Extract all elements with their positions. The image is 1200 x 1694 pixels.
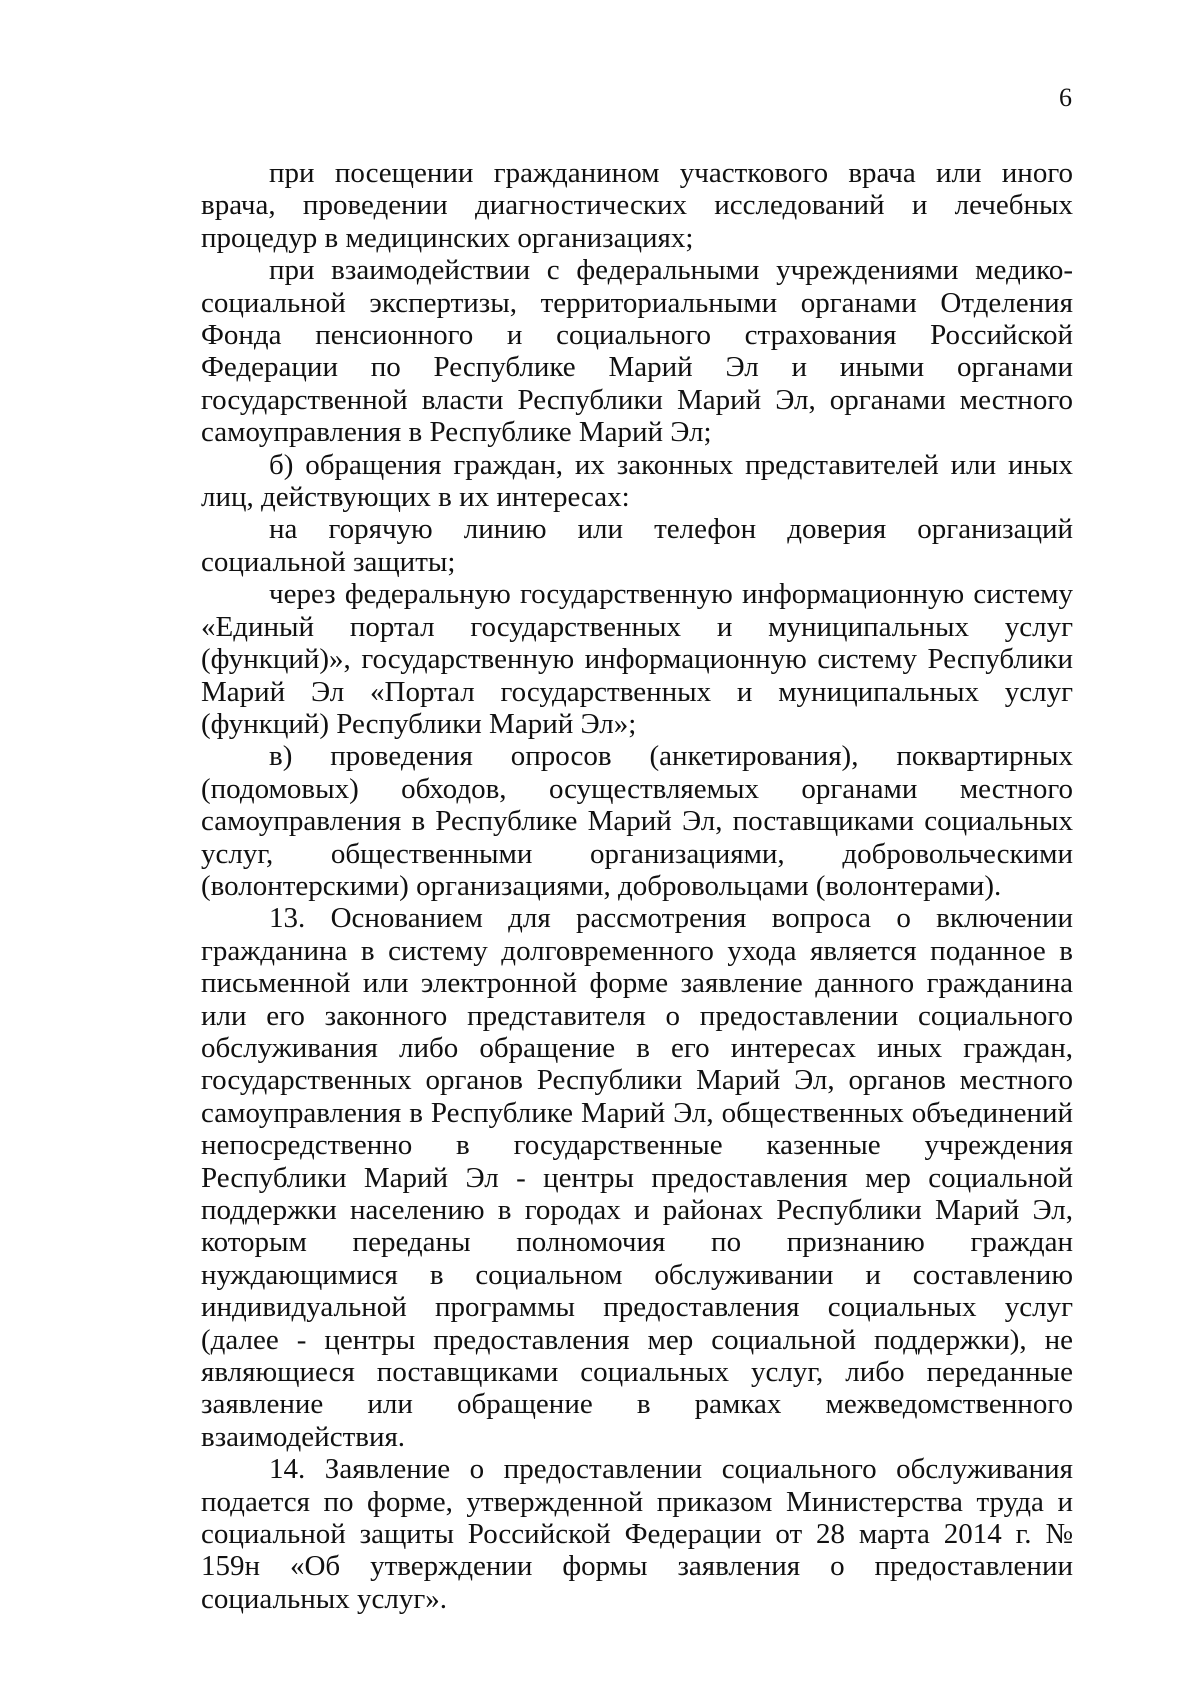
paragraph-surveys: в) проведения опросов (анкетирования), поквартирных (подомовых) обходов, осуществляемых органами местного самоуправления в Республике Марий Эл, поставщиками социальных услуг, общественными организациями, добровольческими (волонтерскими) организациями, добровольцами (волонтерами). [201,740,1073,902]
paragraph-section-13: 13. Основанием для рассмотрения вопроса о включении гражданина в систему долговременного ухода является поданное в письменной или электронной форме заявление данного гражданина или его законного представителя о предоставлении социального обслуживания либо обращение в его интересах иных граждан, государственных органов Республики Марий Эл, органов местного самоуправления в Республике Марий Эл, общественных объединений непосредственно в государственные казенные учреждения Республики Марий Эл - центры предоставления мер социальной поддержки населению в городах и районах Республики Марий Эл, которым переданы полномочия по признанию граждан нуждающимися в социальном обслуживании и составлению индивидуальной программы предоставления социальных услуг (далее - центры предоставления мер социальной поддержки), не являющиеся поставщиками социальных услуг, либо переданные заявление или обращение в рамках межведомственного взаимодействия. [201,902,1073,1453]
paragraph-portal: через федеральную государственную информационную систему «Единый портал государственных и муниципальных услуг (функций)», государственную информационную систему Республики Марий Эл «Портал государственных и муниципальных услуг (функций) Республики Марий Эл»; [201,578,1073,740]
paragraph-section-14: 14. Заявление о предоставлении социального обслуживания подается по форме, утвержденной приказом Министерства труда и социальной защиты Российской Федерации от 28 марта 2014 г. № 159н «Об утверждении формы заявления о предоставлении социальных услуг». [201,1453,1073,1615]
paragraph-interagency: при взаимодействии с федеральными учреждениями медико-социальной экспертизы, территориальными органами Отделения Фонда пенсионного и социального страхования Российской Федерации по Республике Марий Эл и иными органами государственной власти Республики Марий Эл, органами местного самоуправления в Республике Марий Эл; [201,254,1073,449]
paragraph-hotline: на горячую линию или телефон доверия организаций социальной защиты; [201,513,1073,578]
document-body [201,157,1073,1615]
paragraph-citizen-appeals: б) обращения граждан, их законных представителей или иных лиц, действующих в их интересах: [201,448,1073,514]
page-number: 6 [1059,83,1072,112]
paragraph-medical-visit: при посещении гражданином участкового врача или иного врача, проведении диагностических исследований и лечебных процедур в медицинских организациях; [201,157,1073,254]
